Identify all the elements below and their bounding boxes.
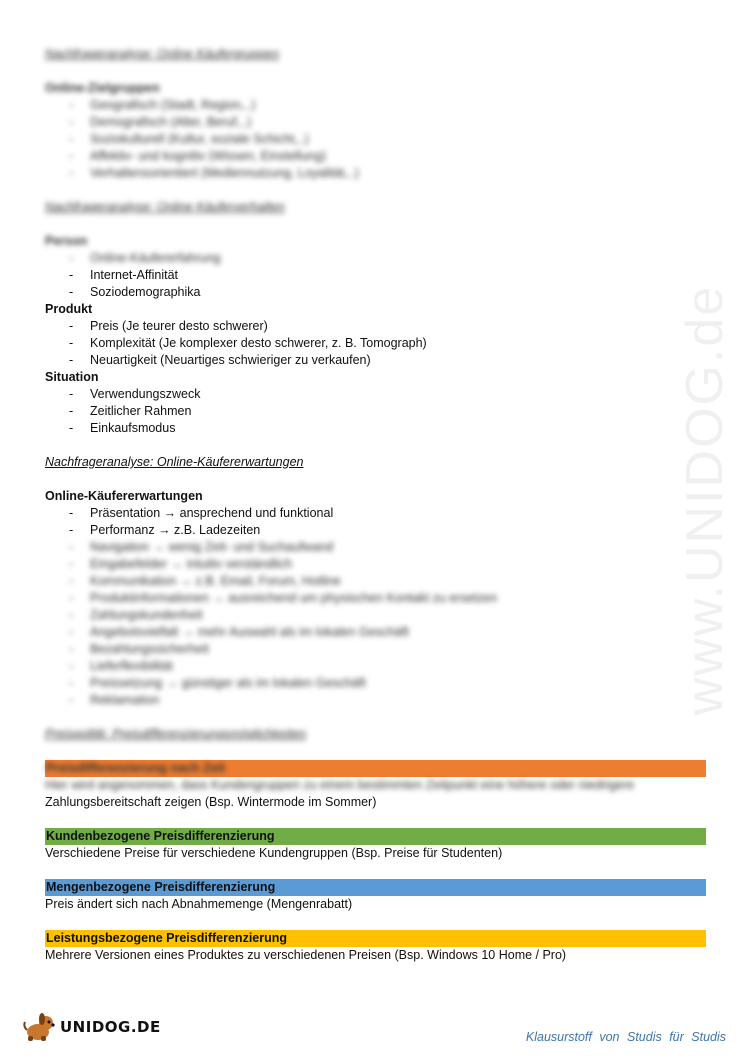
group-title: Produkt (45, 302, 93, 316)
bullet-list (45, 318, 706, 369)
paragraph-text: Mehrere Versionen eines Produktes zu verschiedenen Preisen (Bsp. Windows 10 Home / Pro) (45, 948, 567, 962)
group-title: Person (45, 234, 88, 248)
group-title: Online-Zielgruppen (45, 81, 160, 95)
unidog-logo (22, 1012, 161, 1042)
highlight-title: Kundenbezogene Preisdifferenzierung (46, 829, 275, 843)
list-item: - Geografisch (Stadt, Region,..) (45, 97, 706, 114)
section-heading: Nachfrageranalyse: Online-Käufererwartungen (45, 455, 304, 469)
paragraph-text: Zahlungsbereitschaft zeigen (Bsp. Wintermode im Sommer) (45, 795, 377, 809)
list-item: - Zeitlicher Rahmen (45, 403, 706, 420)
list-item: - Angebotsvielfalt → mehr Auswahl als im lokalen Geschäft (45, 624, 706, 641)
section-heading: Nachfrageranalyse: Online Käufergruppen (45, 47, 280, 61)
paragraph-text: Preis ändert sich nach Abnahmemenge (Mengenrabatt) (45, 897, 353, 911)
list-item: - Soziodemographika (45, 284, 706, 301)
list-item: - Kommunikation → z.B. Email, Forum, Hotline (45, 573, 706, 590)
list-item: - Bezahlungssicherheit (45, 641, 706, 658)
list-item: - Zahlungskundenheit (45, 607, 706, 624)
list-item: - Navigation → wenig Zeit- und Suchaufwand (45, 539, 706, 556)
highlight-bar-kunden (45, 828, 706, 845)
list-item: - Komplexität (Je komplexer desto schwerer, z. B. Tomograph) (45, 335, 706, 352)
list-item: - Internet-Affinität (45, 267, 706, 284)
list-item: - Verwendungszweck (45, 386, 706, 403)
bullet-list (45, 386, 706, 437)
list-item: - Demografisch (Alter, Beruf,..) (45, 114, 706, 131)
list-item: - Produktinformationen → ausreichend um physischen Kontakt zu ersetzen (45, 590, 706, 607)
highlight-title: Preisdifferenzierung nach Zeit (46, 761, 226, 775)
list-item: - Performanz → z.B. Ladezeiten (45, 522, 706, 539)
list-item: - Online-Käufererfahrung (45, 250, 706, 267)
logo-text: UNIDOG.DE (60, 1018, 161, 1036)
dog-icon (22, 1012, 56, 1042)
list-item: - Neuartigkeit (Neuartiges schwieriger zu verkaufen) (45, 352, 706, 369)
list-item: - Einkaufsmodus (45, 420, 706, 437)
highlight-title: Leistungsbezogene Preisdifferenzierung (46, 931, 288, 945)
highlight-bar-leistung (45, 930, 706, 947)
watermark-text: www.UNIDOG.de (676, 284, 734, 716)
highlight-bar-zeit (45, 760, 706, 777)
list-item: - Verhaltensorientiert (Mediennutzung, Loyalität,..) (45, 165, 706, 182)
section-online-kaeufergruppen (45, 46, 706, 182)
highlight-title: Mengenbezogene Preisdifferenzierung (46, 880, 276, 894)
list-item: - Soziokulturell (Kultur, soziale Schicht,..) (45, 131, 706, 148)
section-preisdifferenzierung (45, 726, 706, 964)
highlight-bar-mengen (45, 879, 706, 896)
bullet-list (45, 250, 706, 301)
list-item: - Präsentation → ansprechend und funktional (45, 505, 706, 522)
list-item: - Preissetzung → günstiger als im lokalen Geschäft (45, 675, 706, 692)
document-body (45, 46, 706, 964)
list-item: - Eingabefelder → intuitiv verständlich (45, 556, 706, 573)
bullet-list (45, 97, 706, 182)
bullet-list (45, 505, 706, 709)
paragraph-text: Verschiedene Preise für verschiedene Kundengruppen (Bsp. Preise für Studenten) (45, 846, 503, 860)
section-online-kaeufererwartungen (45, 454, 706, 709)
paragraph-text: Hier wird angenommen, dass Kundengruppen zu einem bestimmten Zeitpunkt eine höhere oder niedrigere (45, 778, 635, 792)
section-heading: Preispolitik: Preisdifferenzierungsmöglichkeiten (45, 727, 307, 741)
list-item: - Affektiv- und kognitiv (Wissen, Einstellung) (45, 148, 706, 165)
list-item: - Reklamation (45, 692, 706, 709)
group-title: Online-Käufererwartungen (45, 489, 203, 503)
list-item: - Preis (Je teurer desto schwerer) (45, 318, 706, 335)
list-item: - Lieferflexibilität (45, 658, 706, 675)
section-online-kaeuferverhalten (45, 199, 706, 437)
section-heading: Nachfrageranalyse: Online Käuferverhalten (45, 200, 285, 214)
group-title: Situation (45, 370, 99, 384)
footer-tagline: Klausurstoff von Studis für Studis (525, 1030, 726, 1044)
